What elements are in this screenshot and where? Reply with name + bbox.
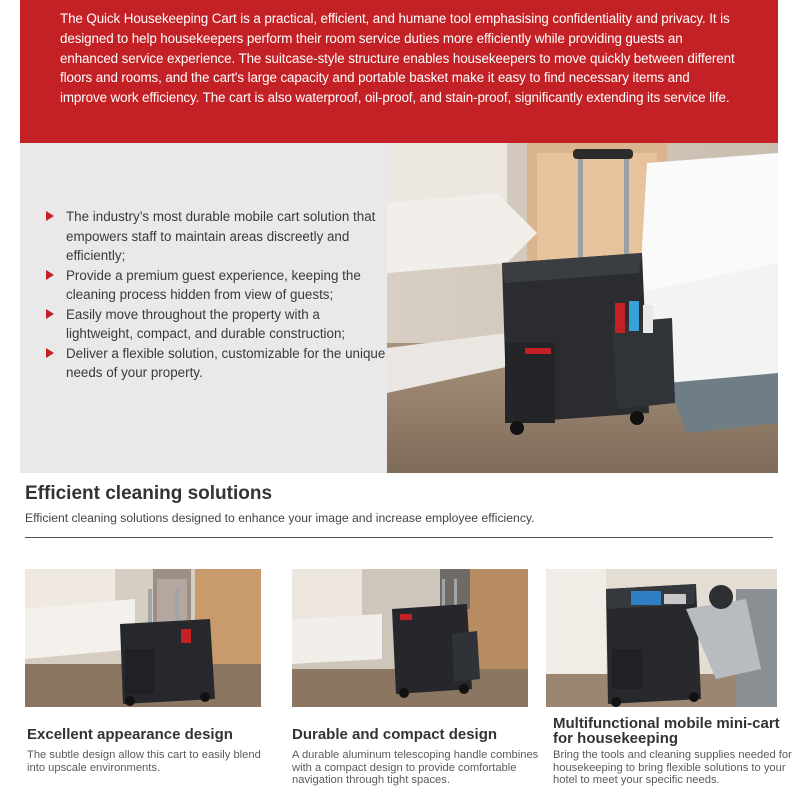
card-title-multifunctional: Multifunctional mobile mini-cart for housekeeping bbox=[553, 715, 780, 747]
card-desc-multifunctional: Bring the tools and cleaning supplies needed for housekeeping to bring flexible solutions to your hotel to meet your specific needs. bbox=[553, 749, 792, 787]
feature-item bbox=[44, 266, 389, 305]
feature-text: Deliver a flexible solution, customizable for the unique needs of your property. bbox=[66, 345, 386, 380]
feature-list bbox=[44, 207, 389, 383]
feature-item bbox=[44, 305, 389, 344]
bullet-arrow-icon bbox=[46, 211, 54, 221]
feature-text: Easily move throughout the property with a lightweight, compact, and durable construction; bbox=[66, 306, 346, 341]
feature-item bbox=[44, 344, 389, 383]
intro-banner bbox=[20, 0, 778, 143]
card-desc-compact: A durable aluminum telescoping handle combines with a compact design to provide comfortable navigation through tight spaces. bbox=[292, 749, 539, 787]
card-photo-multifunctional bbox=[546, 569, 777, 707]
feature-text: The industry’s most durable mobile cart solution that empowers staff to maintain areas discreetly and efficiently; bbox=[66, 209, 376, 263]
card-photo-appearance bbox=[25, 569, 261, 707]
card-title-appearance: Excellent appearance design bbox=[27, 726, 233, 743]
section-subtitle: Efficient cleaning solutions designed to enhance your image and increase employee efficiency. bbox=[25, 511, 535, 525]
intro-text: The Quick Housekeeping Cart is a practical, efficient, and humane tool emphasising confidentiality and privacy. It is designed to help housekeepers perform their room service duties more efficiently while providing guests an enhanced service experience. The suitcase-style structure enables housekeepers to move quickly between different floors and rooms, and the cart's large capacity and portable basket make it easy to find necessary items and improve work efficiency. The cart is also waterproof, oil-proof, and stain-proof, significantly extending its service life. bbox=[60, 11, 735, 106]
section-divider bbox=[25, 537, 773, 538]
bullet-arrow-icon bbox=[46, 270, 54, 280]
card-photo-compact bbox=[292, 569, 528, 707]
feature-text: Provide a premium guest experience, keeping the cleaning process hidden from view of guests; bbox=[66, 267, 361, 302]
bullet-arrow-icon bbox=[46, 309, 54, 319]
feature-item bbox=[44, 207, 389, 266]
bullet-arrow-icon bbox=[46, 348, 54, 358]
card-desc-appearance: The subtle design allow this cart to easily blend into upscale environments. bbox=[27, 749, 261, 774]
section-title: Efficient cleaning solutions bbox=[25, 483, 273, 504]
hero-cart-photo bbox=[387, 143, 778, 473]
card-title-compact: Durable and compact design bbox=[292, 726, 498, 743]
feature-section bbox=[20, 143, 778, 473]
